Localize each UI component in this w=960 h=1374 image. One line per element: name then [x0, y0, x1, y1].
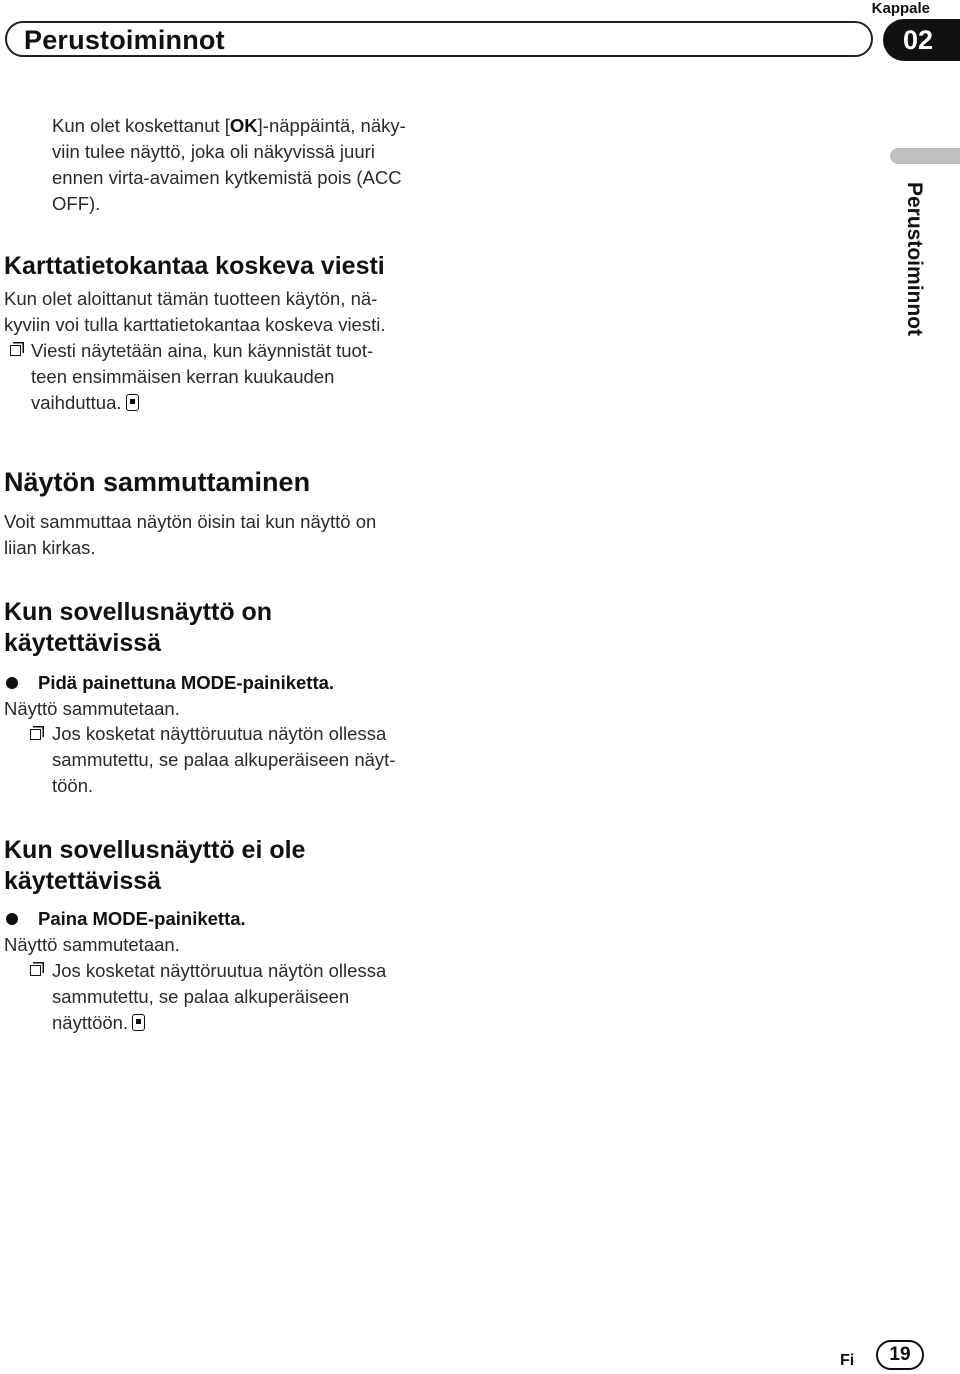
language-code: Fi — [840, 1352, 855, 1369]
end-of-section-icon — [126, 394, 139, 411]
note-icon — [10, 345, 21, 356]
note-icon — [30, 965, 41, 976]
section-map-body: Kun olet aloittanut tämän tuotteen käytön, nä- kyviin voi tulla karttatietokantaa koskeva viesti. — [4, 288, 386, 335]
intro-text-pre: Kun olet koskettanut [ — [52, 115, 230, 136]
chapter-badge: 02 — [883, 19, 960, 61]
sub-unavailable-note-text: Jos kosketat näyttöruutua näytön ollessa sammutettu, se palaa alkuperäiseen näyttöön. — [52, 960, 387, 1033]
side-tab-bar — [890, 148, 960, 164]
step-instruction: Paina MODE-painiketta. — [38, 908, 246, 929]
step-instruction: Pidä painettuna MODE-painiketta. — [38, 672, 335, 693]
step-result: Näyttö sammutetaan. — [4, 934, 180, 955]
step-bullet-icon — [6, 913, 18, 925]
section-map-note — [31, 338, 431, 416]
sub-available-note: Jos kosketat näyttöruutua näytön ollessa sammutettu, se palaa alkuperäiseen näyt- töön. — [52, 723, 396, 796]
section-heading-display-off: Näytön sammuttaminen — [4, 467, 311, 497]
page-number: 19 — [876, 1340, 924, 1370]
intro-text-rest: viin tulee näyttö, joka oli näkyvissä juuri ennen virta-avaimen kytkemistä pois (ACC OFF). — [52, 141, 402, 214]
ok-key-label: OK — [229, 115, 258, 136]
sub-unavailable-note — [52, 958, 432, 1036]
subsection-heading-app-unavailable: Kun sovellusnäyttö ei ole käytettävissä — [4, 836, 306, 895]
section-map-note-text: Viesti näytetään aina, kun käynnistät tuot- teen ensimmäisen kerran kuukauden vaihduttua. — [31, 340, 374, 413]
section-heading-map-message: Karttatietokantaa koskeva viesti — [4, 252, 385, 280]
step-bullet-icon — [6, 677, 18, 689]
page-title: Perustoiminnot — [24, 25, 225, 55]
section-off-body: Voit sammuttaa näytön öisin tai kun näyttö on liian kirkas. — [4, 511, 377, 558]
chapter-label: Kappale — [871, 0, 930, 17]
step-result: Näyttö sammutetaan. — [4, 698, 180, 719]
subsection-heading-app-available: Kun sovellusnäyttö on käytettävissä — [4, 598, 273, 657]
end-of-section-icon — [132, 1014, 145, 1031]
note-icon — [30, 729, 41, 740]
intro-text-post: ]-näppäintä, näky- — [257, 115, 406, 136]
side-tab-label: Perustoiminnot — [903, 182, 926, 337]
intro-paragraph — [52, 113, 432, 217]
